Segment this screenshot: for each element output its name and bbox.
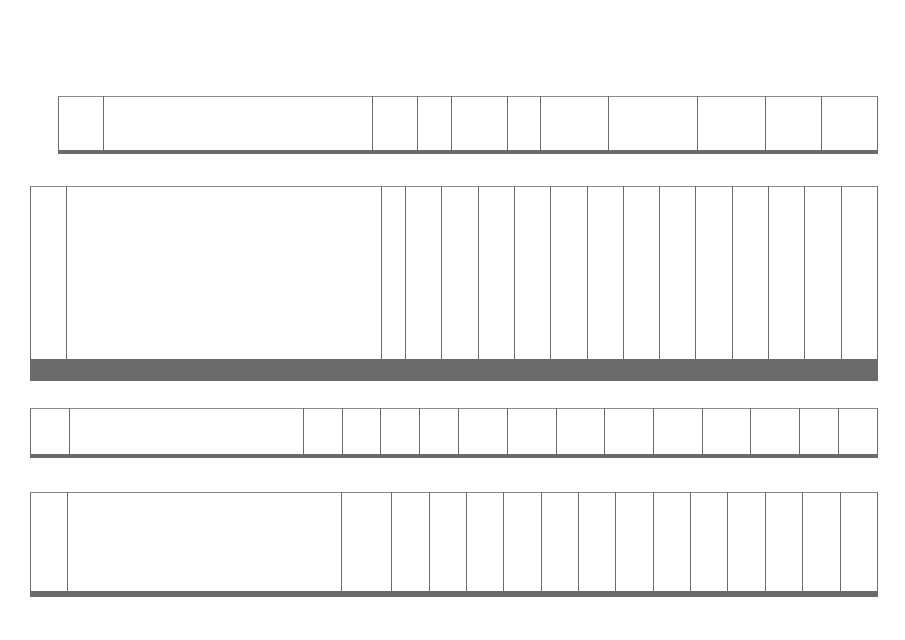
table-cell [392,493,429,592]
table-cell [800,409,839,455]
table-cell [765,493,802,592]
table-cell [514,187,550,360]
table-cell [508,457,557,458]
table-cell [653,596,690,597]
table-cell [654,409,703,455]
table-row [31,380,878,381]
indicators-table [30,186,878,381]
table-cell [67,187,382,360]
table-cell [696,380,732,381]
financing-summary-table [30,408,878,458]
table-cell [608,153,698,154]
table-cell [660,380,696,381]
table-cell [103,153,372,154]
table-cell [696,187,732,360]
table-cell [541,97,608,151]
table-cell [751,457,800,458]
table-cell [660,187,696,360]
table-cell [342,493,392,592]
table-cell [31,457,70,458]
table-cell [608,97,698,151]
table-cell [68,596,342,597]
table-cell [459,409,508,455]
table-cell [840,596,877,597]
table-cell [418,97,452,151]
table-cell [451,97,507,151]
table-cell [605,457,654,458]
table-cell [67,380,382,381]
table-cell [751,409,800,455]
table-cell [623,380,659,381]
table-row [31,493,878,592]
table-cell [654,457,703,458]
table-cell [420,409,459,455]
table-cell [31,409,70,455]
table-cell [623,187,659,360]
table-row [31,187,878,360]
table-cell [556,457,605,458]
table-cell [342,409,381,455]
table-cell [406,187,442,360]
table-cell [821,153,877,154]
table-cell [728,596,765,597]
table-cell [429,596,466,597]
table-cell [392,596,429,597]
table-cell [541,153,608,154]
table-cell [840,493,877,592]
table-cell [698,153,765,154]
table-cell [373,153,418,154]
table-cell [728,493,765,592]
table-cell [732,187,768,360]
table-cell [418,153,452,154]
table-cell [342,457,381,458]
table-cell [838,457,877,458]
table-cell [587,380,623,381]
table-cell [616,493,653,592]
table-cell [765,153,821,154]
table-cell [420,457,459,458]
table-cell [504,493,541,592]
table-cell [442,380,478,381]
table-cell [342,596,392,597]
table-cell [587,187,623,360]
table-cell [616,596,653,597]
table-cell [541,596,578,597]
table-cell [732,380,768,381]
table-cell [556,409,605,455]
table-cell [507,97,541,151]
table-cell [765,97,821,151]
table-cell [466,493,503,592]
table-cell [381,409,420,455]
table-cell [551,187,587,360]
table-cell [31,596,68,597]
table-cell [69,409,303,455]
table-cell [31,493,68,592]
table-cell [769,187,805,360]
table-cell [381,187,405,360]
table-row [59,153,878,154]
table-cell [698,97,765,151]
table-cell [103,97,372,151]
table-cell [841,187,877,360]
table-cell [459,457,508,458]
table-cell [702,457,751,458]
table-cell [429,493,466,592]
table-cell [373,97,418,151]
table-row [31,409,878,455]
table-cell [821,97,877,151]
table-cell [507,153,541,154]
table-cell [466,596,503,597]
table-cell [478,187,514,360]
table-row [31,596,878,597]
table-cell [478,380,514,381]
table-cell [68,493,342,592]
table-cell [579,493,616,592]
table-cell [31,380,67,381]
table-cell [541,493,578,592]
table-cell [579,596,616,597]
table-cell [691,493,728,592]
table-cell [514,380,550,381]
table-cell [69,457,303,458]
table-cell [803,596,840,597]
table-cell [838,409,877,455]
table-cell [508,409,557,455]
continuation-table [58,96,878,154]
table-row [59,97,878,151]
table-cell [800,457,839,458]
table-cell [504,596,541,597]
resource-table [30,492,878,597]
table-cell [653,493,690,592]
table-cell [769,380,805,381]
table-row [31,457,878,458]
table-cell [31,187,67,360]
table-cell [59,97,104,151]
table-cell [451,153,507,154]
table-cell [303,457,342,458]
table-cell [805,187,841,360]
table-cell [803,493,840,592]
table-cell [605,409,654,455]
table-cell [805,380,841,381]
table-cell [765,596,802,597]
table-cell [691,596,728,597]
table-cell [551,380,587,381]
table-cell [381,457,420,458]
table-cell [303,409,342,455]
table-cell [59,153,104,154]
table-cell [442,187,478,360]
table-cell [406,380,442,381]
table-cell [702,409,751,455]
table-cell [841,380,877,381]
table-cell [381,380,405,381]
